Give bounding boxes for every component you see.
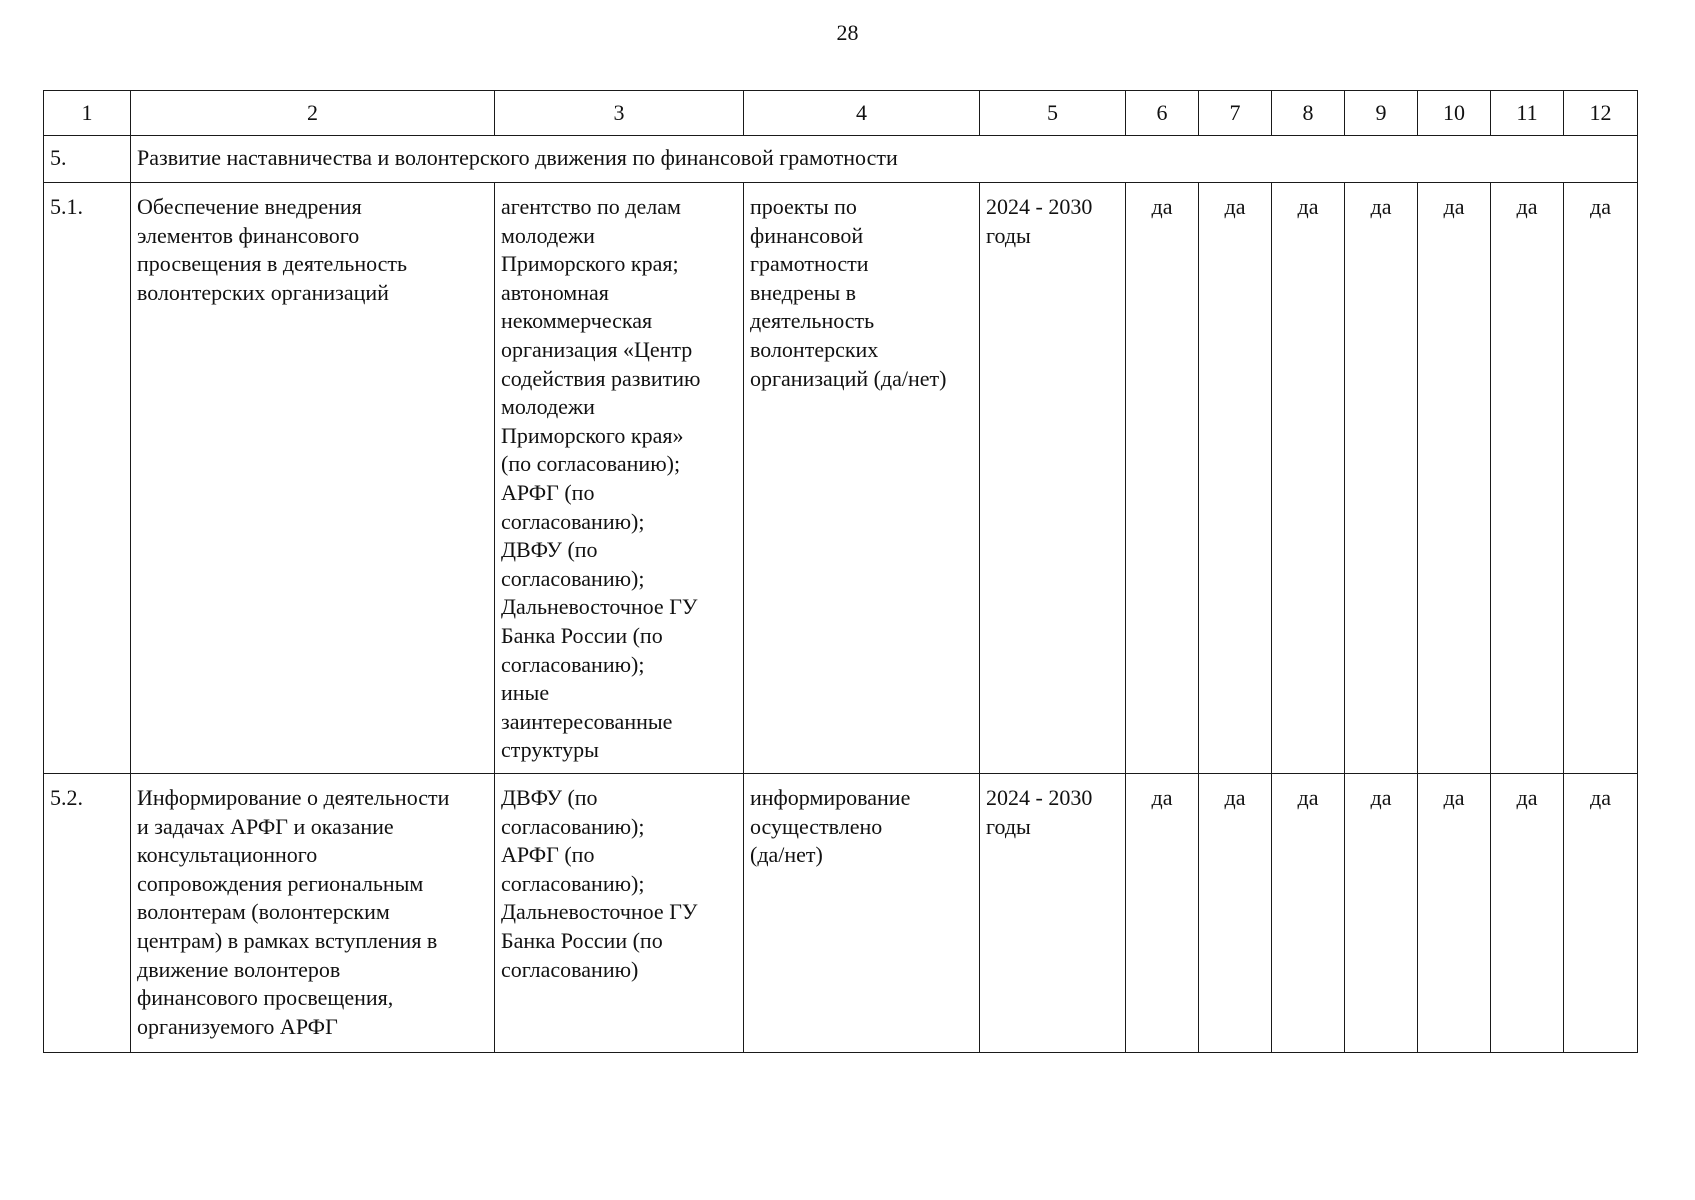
cell-line: 2024 - 2030 (986, 194, 1093, 219)
cell-line: элементов финансового (137, 222, 360, 248)
year-value: да (1199, 774, 1272, 1053)
cell-line: иные (501, 680, 550, 706)
table-row (44, 183, 1638, 774)
cell-line: Банка России (по (501, 927, 663, 953)
cell-line: годы (986, 222, 1031, 248)
column-header: 6 (1126, 91, 1199, 136)
column-header: 7 (1199, 91, 1272, 136)
activity-cell (131, 183, 495, 774)
year-value: да (1564, 183, 1638, 774)
cell-line: согласованию); (501, 651, 645, 677)
cell-line: Банка России (по (501, 622, 663, 648)
year-value: да (1345, 774, 1418, 1053)
cell-line: ДВФУ (по (501, 785, 598, 810)
cell-line: (да/нет) (750, 842, 823, 868)
column-header: 11 (1491, 91, 1564, 136)
column-header: 5 (980, 91, 1126, 136)
year-value: да (1126, 183, 1199, 774)
cell-line: волонтерских (750, 336, 879, 362)
column-header: 8 (1272, 91, 1345, 136)
section-title: Развитие наставничества и волонтерского движения по финансовой грамотности (131, 136, 1638, 183)
cell-line: грамотности (750, 251, 869, 277)
row-number: 5.1. (44, 183, 131, 774)
cell-line: информирование (750, 785, 911, 810)
cell-line: организация «Центр (501, 336, 693, 362)
table-row (44, 774, 1638, 1053)
cell-line: финансовой (750, 222, 864, 248)
year-value: да (1126, 774, 1199, 1053)
section-row (44, 136, 1638, 183)
cell-line: и задачах АРФГ и оказание (137, 813, 394, 839)
cell-line: ДВФУ (по (501, 537, 598, 563)
column-header: 2 (131, 91, 495, 136)
cell-line: годы (986, 813, 1031, 839)
column-header: 10 (1418, 91, 1491, 136)
year-value: да (1272, 774, 1345, 1053)
year-value: да (1418, 183, 1491, 774)
period-cell (980, 183, 1126, 774)
cell-line: Приморского края; (501, 251, 679, 277)
cell-line: осуществлено (750, 813, 883, 839)
column-header: 3 (495, 91, 744, 136)
section-number: 5. (44, 136, 131, 183)
executors-cell (495, 774, 744, 1053)
result-cell (744, 774, 980, 1053)
cell-line: АРФГ (по (501, 842, 595, 868)
cell-line: молодежи (501, 222, 595, 248)
year-value: да (1199, 183, 1272, 774)
cell-line: содействия развитию (501, 365, 701, 391)
cell-line: Приморского края» (501, 422, 684, 448)
cell-line: движение волонтеров (137, 956, 341, 982)
column-header: 1 (44, 91, 131, 136)
year-value: да (1272, 183, 1345, 774)
cell-line: волонтерам (волонтерским (137, 899, 390, 925)
cell-line: согласованию); (501, 508, 645, 534)
cell-line: согласованию); (501, 870, 645, 896)
executors-cell (495, 183, 744, 774)
year-value: да (1564, 774, 1638, 1053)
column-header: 4 (744, 91, 980, 136)
row-number: 5.2. (44, 774, 131, 1053)
cell-line: структуры (501, 737, 599, 763)
cell-line: просвещения в деятельность (137, 251, 408, 277)
cell-line: центрам) в рамках вступления в (137, 927, 438, 953)
column-header: 9 (1345, 91, 1418, 136)
cell-line: агентство по делам (501, 194, 681, 219)
cell-line: автономная (501, 279, 609, 305)
column-number-row (44, 91, 1638, 136)
cell-line: деятельность (750, 308, 875, 334)
cell-line: финансового просвещения, (137, 985, 394, 1011)
activity-cell (131, 774, 495, 1053)
cell-line: проекты по (750, 194, 857, 219)
cell-line: Дальневосточное ГУ (501, 594, 698, 620)
cell-line: АРФГ (по (501, 479, 595, 505)
year-value: да (1491, 183, 1564, 774)
cell-line: согласованию); (501, 565, 645, 591)
page-number: 28 (836, 20, 859, 45)
cell-line: Обеспечение внедрения (137, 194, 362, 219)
cell-line: волонтерских организаций (137, 279, 389, 305)
cell-line: заинтересованные (501, 708, 673, 734)
cell-line: 2024 - 2030 (986, 785, 1093, 810)
plan-table (43, 90, 1638, 1053)
result-cell (744, 183, 980, 774)
cell-line: согласованию); (501, 813, 645, 839)
period-cell (980, 774, 1126, 1053)
cell-line: согласованию) (501, 956, 639, 982)
cell-line: молодежи (501, 394, 595, 420)
cell-line: Информирование о деятельности (137, 785, 450, 810)
cell-line: Дальневосточное ГУ (501, 899, 698, 925)
cell-line: (по согласованию); (501, 451, 681, 477)
cell-line: некоммерческая (501, 308, 653, 334)
year-value: да (1491, 774, 1564, 1053)
year-value: да (1418, 774, 1491, 1053)
cell-line: организаций (да/нет) (750, 365, 947, 391)
cell-line: организуемого АРФГ (137, 1013, 338, 1039)
column-header: 12 (1564, 91, 1638, 136)
year-value: да (1345, 183, 1418, 774)
cell-line: сопровождения региональным (137, 870, 424, 896)
cell-line: консультационного (137, 842, 318, 868)
cell-line: внедрены в (750, 279, 857, 305)
